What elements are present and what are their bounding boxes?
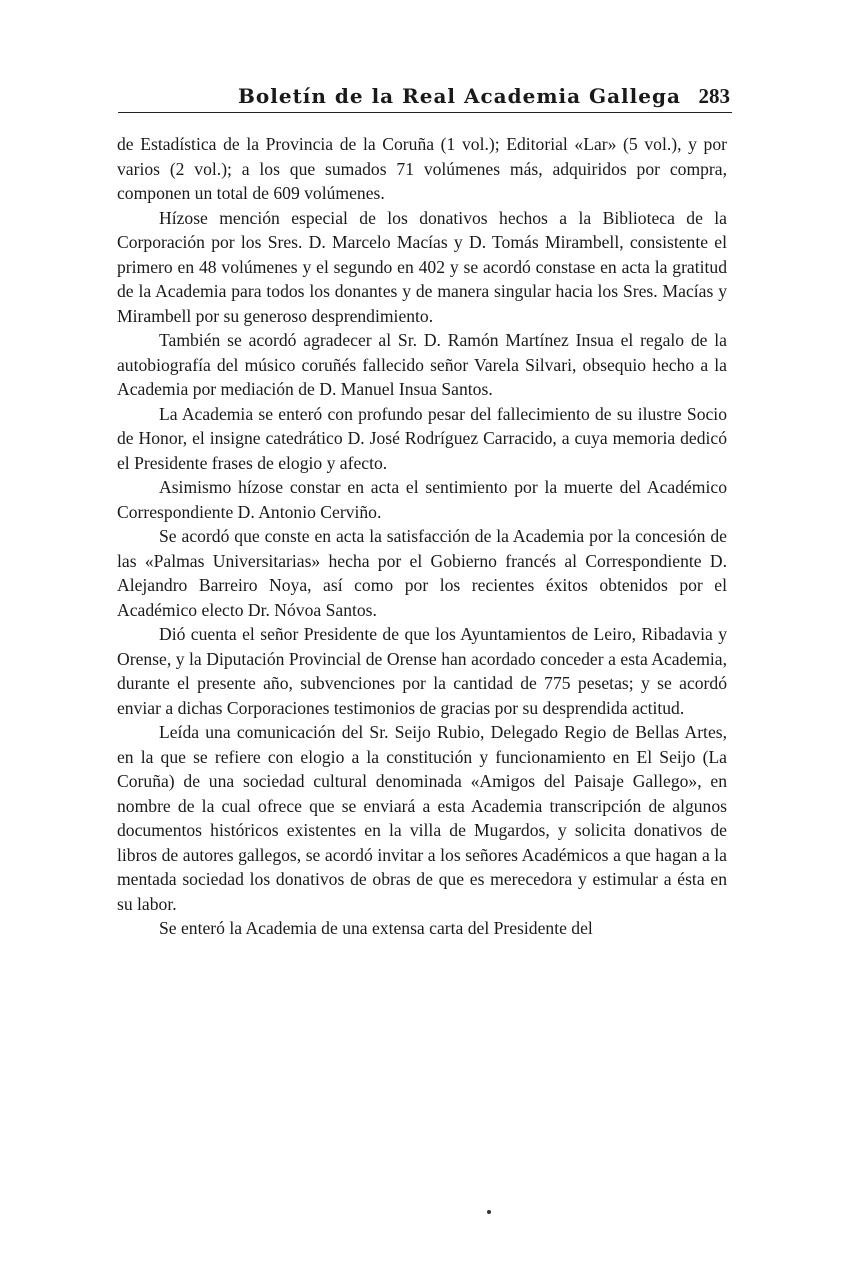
body-text [117,132,727,941]
page-number: 283 [698,84,730,108]
paragraph: de Estadística de la Provincia de la Coruña (1 vol.); Editorial «Lar» (5 vol.), y por varios (2 vol.); a los que sumados 71 volúmenes más, adquiridos por compra, componen un total de 609 volúmenes. [117,134,727,203]
running-header [118,80,732,113]
paragraph: Hízose mención especial de los donativos hechos a la Biblioteca de la Corporación por los Sres. D. Marcelo Macías y D. Tomás Mirambell, consistente el primero en 48 volúmenes y el segundo en 402 y se acordó constase en acta la gratitud de la Academia para todos los donantes y de manera singular hacia los Sres. Macías y Mirambell por su generoso desprendimiento. [117,207,727,326]
paragraph: Leída una comunicación del Sr. Seijo Rubio, Delegado Regio de Bellas Artes, en la que se refiere con elogio a la constitución y funcionamiento en El Seijo (La Coruña) de una sociedad cultural denominada «Amigos del Paisaje Gallego», en nombre de la cual ofrece que se enviará a esta Academia transcripción de algunos documentos históricos existentes en la villa de Mugardos, y solicita donativos de libros de autores gallegos, se acordó invitar a los señores Académicos a que hagan a la mentada sociedad los donativos de obras de que es merecedora y estimular a ésta en su labor. [117,722,727,914]
running-title: Boletín de la Real Academia Gallega [238,84,681,108]
paragraph: También se acordó agradecer al Sr. D. Ramón Martínez Insua el regalo de la autobiografía del músico coruñés fallecido señor Varela Silvari, obsequio hecho a la Academia por mediación de D. Manuel Insua Santos. [117,330,727,399]
paragraph: Asimismo hízose constar en acta el sentimiento por la muerte del Académico Correspondiente D. Antonio Cerviño. [117,477,727,522]
paragraph: Se acordó que conste en acta la satisfacción de la Academia por la concesión de las «Palmas Universitarias» hecha por el Gobierno francés al Correspondiente D. Alejandro Barreiro Noya, así como por los recientes éxitos obtenidos por el Académico electo Dr. Nóvoa Santos. [117,526,727,620]
print-speck [487,1210,491,1214]
paragraph: Dió cuenta el señor Presidente de que los Ayuntamientos de Leiro, Ribadavia y Orense, y la Diputación Provincial de Orense han acordado conceder a esta Academia, durante el presente año, subvenciones por la cantidad de 775 pesetas; y se acordó enviar a dichas Corporaciones testimonios de gracias por su desprendida actitud. [117,624,727,718]
paragraph: Se enteró la Academia de una extensa carta del Presidente del [159,918,593,938]
paragraph: La Academia se enteró con profundo pesar del fallecimiento de su ilustre Socio de Honor, el insigne catedrático D. José Rodríguez Carracido, a cuya memoria dedicó el Presidente frases de elogio y afecto. [117,403,727,473]
